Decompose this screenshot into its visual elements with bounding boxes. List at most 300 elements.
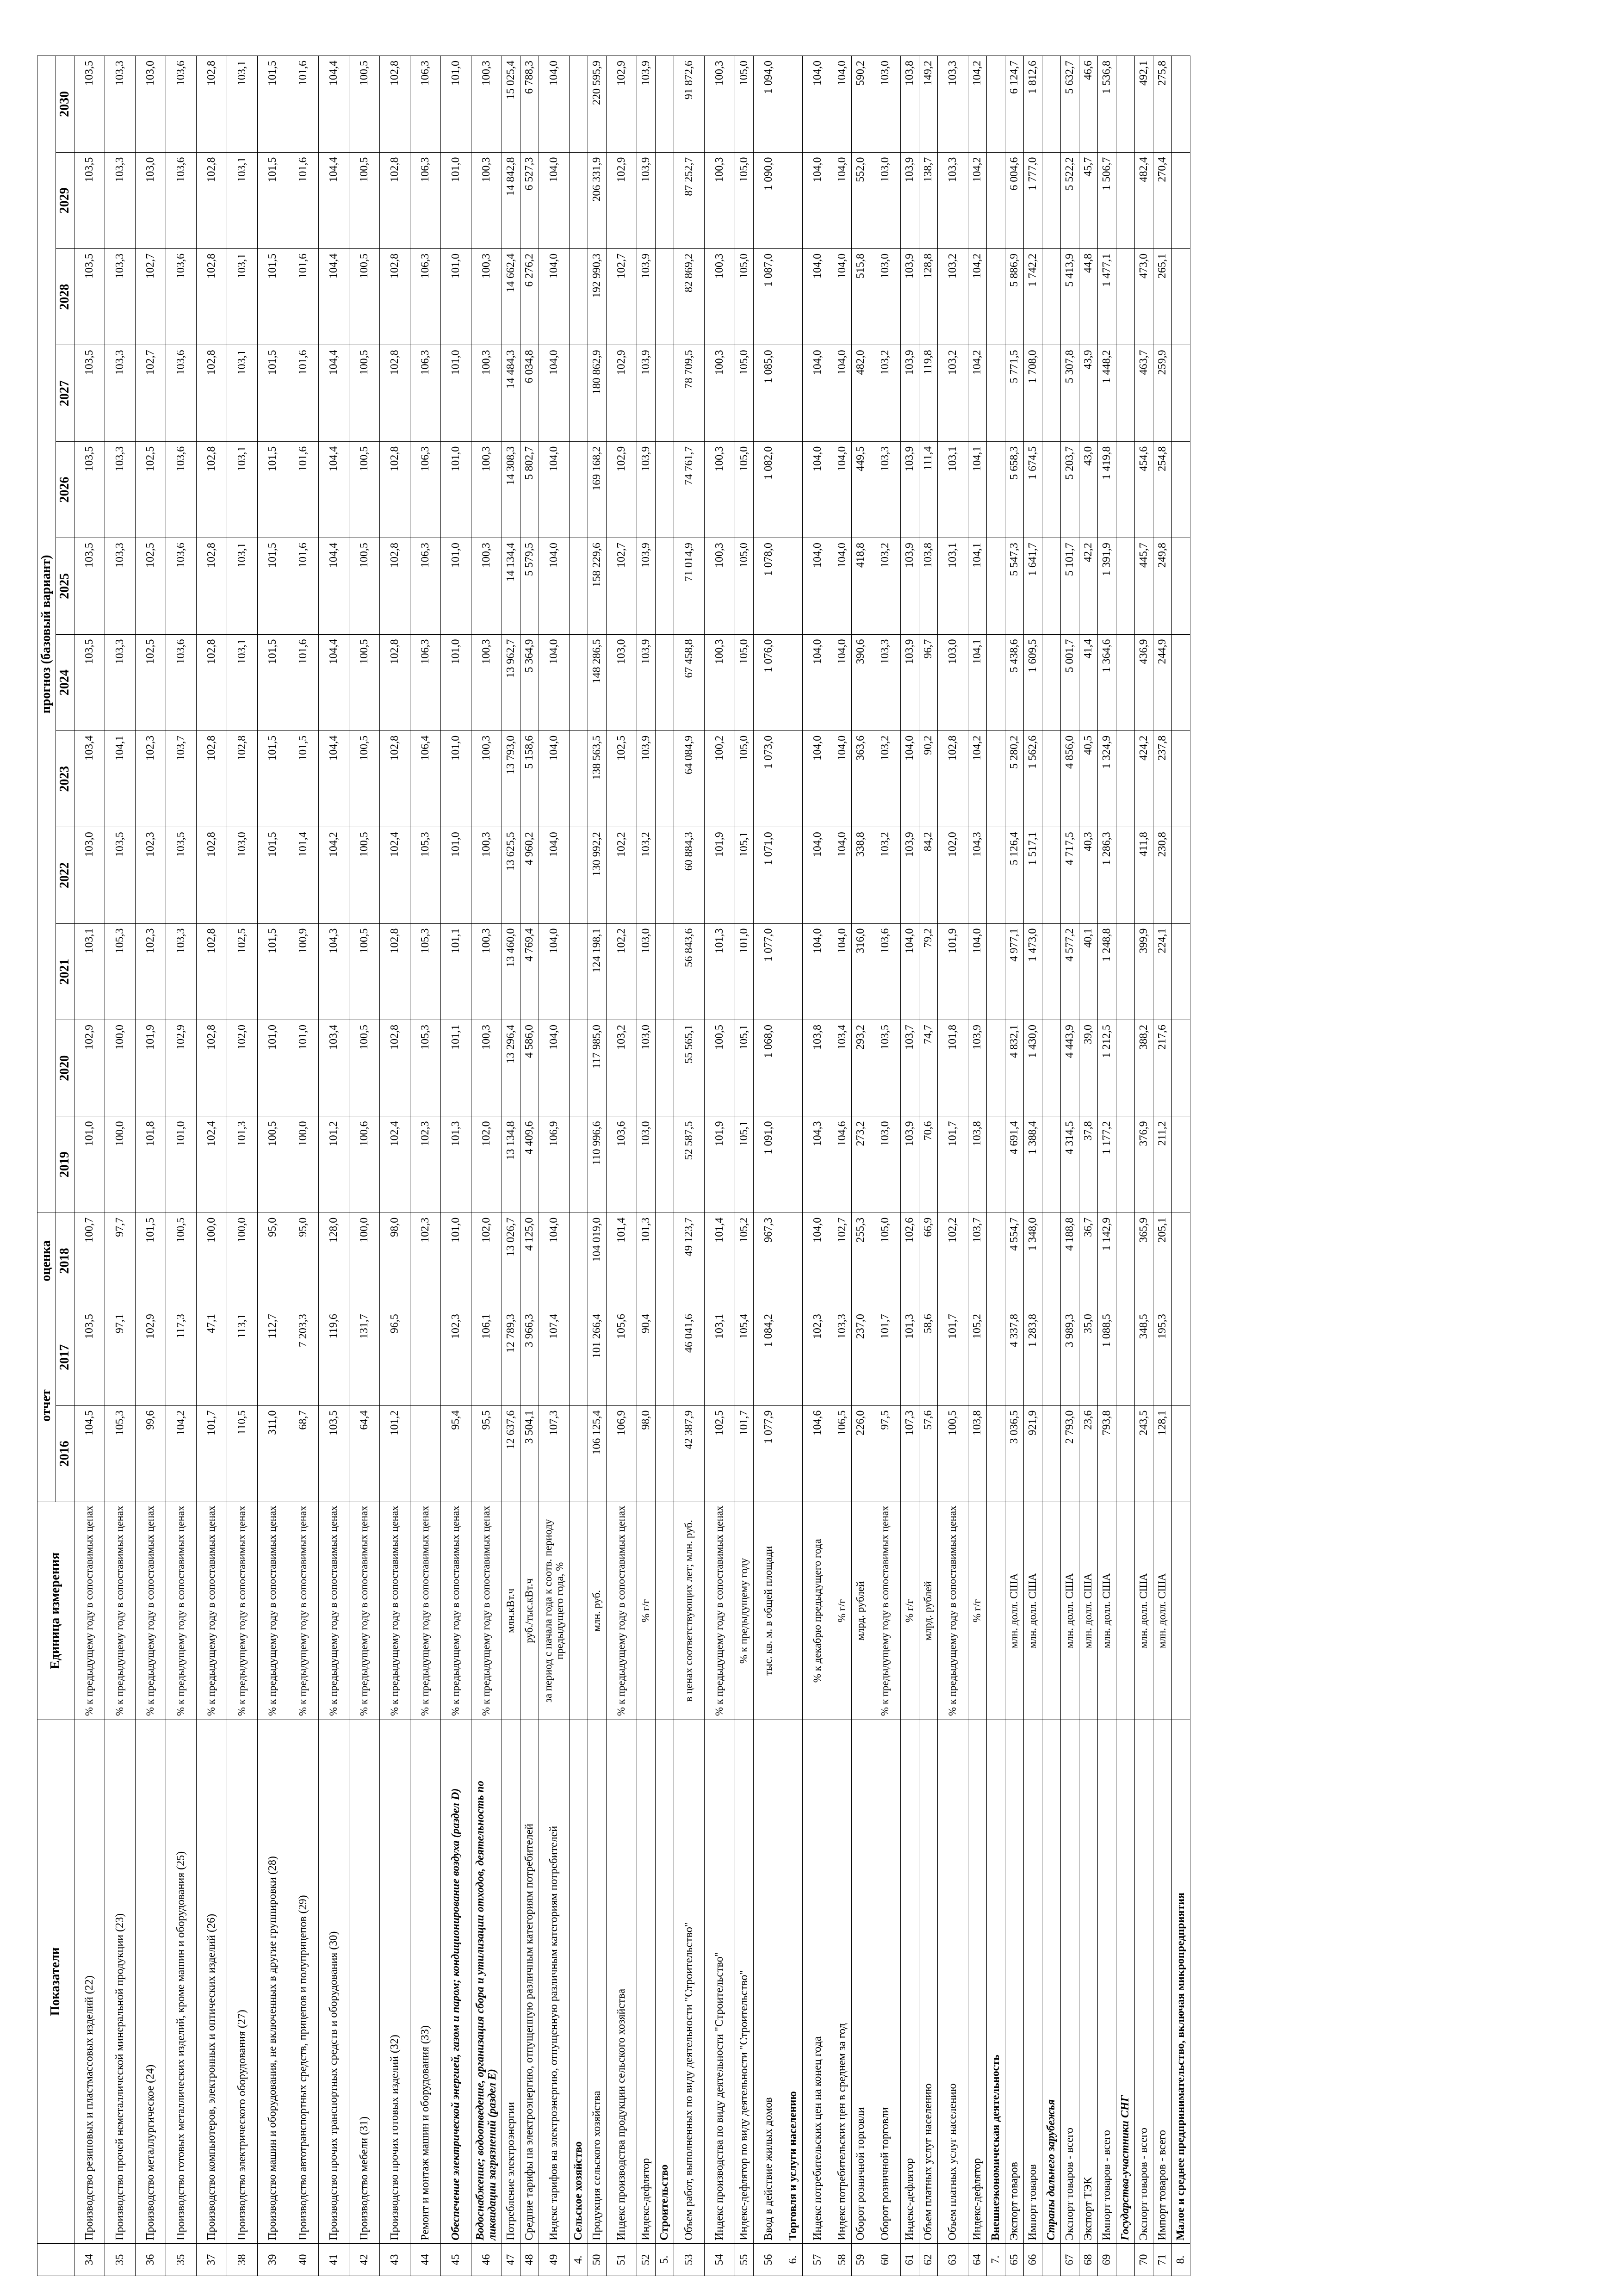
value-cell: 101,0 bbox=[441, 1213, 471, 1309]
value-cell: 4 577,2 bbox=[1061, 923, 1079, 1020]
value-cell bbox=[1042, 827, 1061, 923]
row-number: 53 bbox=[674, 2243, 705, 2276]
value-cell bbox=[987, 56, 1005, 153]
value-cell: 103,9 bbox=[637, 249, 656, 345]
value-cell: 104,2 bbox=[968, 345, 987, 441]
header-estimate: оценка bbox=[37, 1213, 56, 1309]
value-cell: 101,9 bbox=[938, 923, 968, 1020]
value-cell: 1 212,5 bbox=[1098, 1020, 1116, 1116]
value-cell: 255,3 bbox=[852, 1213, 870, 1309]
value-cell: 52 587,5 bbox=[674, 1116, 705, 1213]
value-cell bbox=[987, 1116, 1005, 1213]
value-cell: 1 708,0 bbox=[1024, 345, 1042, 441]
value-cell: 205,1 bbox=[1153, 1213, 1172, 1309]
value-cell: 104,0 bbox=[539, 441, 570, 538]
value-cell: 103,6 bbox=[166, 441, 197, 538]
row-indicator: Производство электрического оборудования (27) bbox=[227, 1720, 258, 2243]
value-cell: 100,3 bbox=[705, 152, 735, 248]
value-cell: 96,7 bbox=[919, 634, 938, 730]
value-cell: 103,9 bbox=[901, 441, 919, 538]
value-cell: 103,0 bbox=[607, 634, 637, 730]
value-cell: 4 314,5 bbox=[1061, 1116, 1079, 1213]
value-cell bbox=[1116, 152, 1135, 248]
row-indicator: Импорт товаров - всего bbox=[1098, 1720, 1116, 2243]
row-indicator: Малое и среднее предпринимательство, включая микропредприятия bbox=[1172, 1720, 1190, 2243]
value-cell: 338,8 bbox=[852, 827, 870, 923]
value-cell bbox=[987, 345, 1005, 441]
value-cell: 103,9 bbox=[968, 1020, 987, 1116]
value-cell: 220 595,9 bbox=[588, 56, 607, 153]
value-cell bbox=[570, 827, 588, 923]
table-row bbox=[1153, 56, 1172, 2276]
row-number: 56 bbox=[754, 2243, 784, 2276]
value-cell: 100,5 bbox=[349, 441, 380, 538]
value-cell: 101,7 bbox=[938, 1116, 968, 1213]
value-cell: 967,3 bbox=[754, 1213, 784, 1309]
row-number: 35 bbox=[166, 2243, 197, 2276]
table-row bbox=[502, 56, 520, 2276]
value-cell: 103,8 bbox=[968, 1405, 987, 1502]
value-cell: 104,0 bbox=[833, 345, 852, 441]
row-number: 58 bbox=[833, 2243, 852, 2276]
value-cell: 103,0 bbox=[637, 1116, 656, 1213]
value-cell: 101,0 bbox=[74, 1116, 105, 1213]
table-row bbox=[136, 56, 166, 2276]
row-unit: млн. долл. США bbox=[1135, 1502, 1153, 1720]
value-cell: 104,3 bbox=[968, 827, 987, 923]
value-cell: 100,0 bbox=[105, 1020, 136, 1116]
row-indicator: Производство прочих транспортных средств и оборудования (30) bbox=[319, 1720, 349, 2243]
value-cell: 102,3 bbox=[410, 1116, 441, 1213]
value-cell: 102,0 bbox=[227, 1020, 258, 1116]
year-header: 2018 bbox=[56, 1213, 74, 1309]
value-cell: 101,5 bbox=[258, 56, 288, 153]
row-number: 55 bbox=[735, 2243, 754, 2276]
value-cell: 128,0 bbox=[319, 1213, 349, 1309]
row-indicator: Средние тарифы на электроэнергию, отпущенную различным категориям потребителей bbox=[520, 1720, 539, 2243]
value-cell: 103,7 bbox=[166, 730, 197, 827]
value-cell: 101,6 bbox=[288, 538, 319, 634]
row-indicator: Оборот розничной торговли bbox=[870, 1720, 901, 2243]
value-cell bbox=[1042, 1405, 1061, 1502]
value-cell: 103,0 bbox=[136, 152, 166, 248]
value-cell: 12 637,6 bbox=[502, 1405, 520, 1502]
value-cell: 103,9 bbox=[901, 827, 919, 923]
value-cell: 101,7 bbox=[870, 1309, 901, 1405]
value-cell: 1 091,0 bbox=[754, 1116, 784, 1213]
value-cell: 1 517,1 bbox=[1024, 827, 1042, 923]
value-cell: 104,4 bbox=[319, 634, 349, 730]
value-cell: 5 101,7 bbox=[1061, 538, 1079, 634]
row-number: 67 bbox=[1061, 2243, 1079, 2276]
row-unit: % к предыдущему году в сопоставимых ценах bbox=[607, 1502, 637, 1720]
value-cell: 106,1 bbox=[471, 1309, 502, 1405]
value-cell bbox=[987, 1405, 1005, 1502]
value-cell: 101,0 bbox=[735, 923, 754, 1020]
value-cell: 103,1 bbox=[227, 441, 258, 538]
value-cell: 102,9 bbox=[607, 152, 637, 248]
value-cell: 101,0 bbox=[288, 1020, 319, 1116]
value-cell: 100,3 bbox=[471, 152, 502, 248]
value-cell: 82 869,2 bbox=[674, 249, 705, 345]
value-cell: 95,0 bbox=[258, 1213, 288, 1309]
value-cell: 103,9 bbox=[637, 538, 656, 634]
value-cell: 103,3 bbox=[938, 152, 968, 248]
value-cell: 100,0 bbox=[288, 1116, 319, 1213]
row-indicator: Продукция сельского хозяйства bbox=[588, 1720, 607, 2243]
value-cell: 104,0 bbox=[803, 249, 833, 345]
value-cell: 102,8 bbox=[380, 345, 410, 441]
value-cell: 101,3 bbox=[227, 1116, 258, 1213]
value-cell bbox=[570, 345, 588, 441]
value-cell: 106,9 bbox=[607, 1405, 637, 1502]
value-cell: 100,9 bbox=[288, 923, 319, 1020]
value-cell: 103,7 bbox=[901, 1020, 919, 1116]
value-cell: 100,5 bbox=[705, 1020, 735, 1116]
value-cell: 107,4 bbox=[539, 1309, 570, 1405]
value-cell: 1 082,0 bbox=[754, 441, 784, 538]
value-cell: 101,5 bbox=[258, 152, 288, 248]
value-cell: 4 443,9 bbox=[1061, 1020, 1079, 1116]
value-cell: 104,2 bbox=[968, 56, 987, 153]
value-cell: 1 084,2 bbox=[754, 1309, 784, 1405]
value-cell: 101,5 bbox=[288, 730, 319, 827]
value-cell bbox=[1042, 1309, 1061, 1405]
value-cell: 1 177,2 bbox=[1098, 1116, 1116, 1213]
value-cell: 104,0 bbox=[539, 538, 570, 634]
row-indicator: Объем платных услуг населению bbox=[938, 1720, 968, 2243]
value-cell: 103,5 bbox=[870, 1020, 901, 1116]
value-cell: 100,5 bbox=[258, 1116, 288, 1213]
value-cell: 103,1 bbox=[227, 249, 258, 345]
value-cell bbox=[987, 249, 1005, 345]
value-cell bbox=[656, 56, 674, 153]
value-cell bbox=[1116, 1309, 1135, 1405]
value-cell: 192 990,3 bbox=[588, 249, 607, 345]
value-cell: 68,7 bbox=[288, 1405, 319, 1502]
row-indicator: Обеспечение электрической энергией, газом и паром; кондиционирование воздуха (раздел D) bbox=[441, 1720, 471, 2243]
row-unit: % к предыдущему году в сопоставимых ценах bbox=[705, 1502, 735, 1720]
value-cell bbox=[1172, 441, 1190, 538]
value-cell: 100,3 bbox=[705, 634, 735, 730]
row-number: 60 bbox=[870, 2243, 901, 2276]
value-cell: 102,5 bbox=[136, 441, 166, 538]
value-cell: 103,1 bbox=[227, 345, 258, 441]
value-cell: 105,0 bbox=[735, 56, 754, 153]
value-cell: 1 283,8 bbox=[1024, 1309, 1042, 1405]
value-cell: 104,0 bbox=[539, 730, 570, 827]
value-cell bbox=[987, 634, 1005, 730]
value-cell: 102,8 bbox=[380, 634, 410, 730]
value-cell: 4 977,1 bbox=[1005, 923, 1024, 1020]
value-cell: 482,0 bbox=[852, 345, 870, 441]
row-unit: в ценах соответствующих лет; млн. руб. bbox=[674, 1502, 705, 1720]
value-cell: 49 123,7 bbox=[674, 1213, 705, 1309]
value-cell: 101,8 bbox=[938, 1020, 968, 1116]
value-cell: 105,0 bbox=[735, 152, 754, 248]
value-cell: 74,7 bbox=[919, 1020, 938, 1116]
value-cell: 58,6 bbox=[919, 1309, 938, 1405]
value-cell: 104,0 bbox=[833, 441, 852, 538]
year-header: 2020 bbox=[56, 1020, 74, 1116]
row-indicator: Импорт товаров - всего bbox=[1153, 1720, 1172, 2243]
value-cell: 40,1 bbox=[1079, 923, 1098, 1020]
value-cell: 388,2 bbox=[1135, 1020, 1153, 1116]
row-number: 5. bbox=[656, 2243, 674, 2276]
value-cell bbox=[987, 827, 1005, 923]
value-cell bbox=[1116, 345, 1135, 441]
value-cell: 1 071,0 bbox=[754, 827, 784, 923]
value-cell: 273,2 bbox=[852, 1116, 870, 1213]
value-cell: 102,8 bbox=[197, 634, 227, 730]
value-cell: 104,0 bbox=[833, 730, 852, 827]
value-cell: 226,0 bbox=[852, 1405, 870, 1502]
value-cell: 14 484,3 bbox=[502, 345, 520, 441]
value-cell: 55 565,1 bbox=[674, 1020, 705, 1116]
table-row bbox=[735, 56, 754, 2276]
value-cell: 102,7 bbox=[136, 345, 166, 441]
value-cell: 105,0 bbox=[735, 634, 754, 730]
value-cell bbox=[784, 1309, 803, 1405]
value-cell: 445,7 bbox=[1135, 538, 1153, 634]
value-cell bbox=[656, 1213, 674, 1309]
value-cell: 2 793,0 bbox=[1061, 1405, 1079, 1502]
value-cell: 1 448,2 bbox=[1098, 345, 1116, 441]
value-cell: 100,3 bbox=[471, 441, 502, 538]
value-cell: 101,6 bbox=[288, 56, 319, 153]
value-cell: 436,9 bbox=[1135, 634, 1153, 730]
value-cell: 104,4 bbox=[319, 441, 349, 538]
table-row bbox=[520, 56, 539, 2276]
value-cell: 102,8 bbox=[380, 730, 410, 827]
value-cell: 102,5 bbox=[136, 634, 166, 730]
value-cell: 101,7 bbox=[197, 1405, 227, 1502]
value-cell: 102,7 bbox=[833, 1213, 852, 1309]
value-cell: 4 960,2 bbox=[520, 827, 539, 923]
value-cell: 100,5 bbox=[349, 730, 380, 827]
value-cell: 1 391,9 bbox=[1098, 538, 1116, 634]
row-indicator: Внешнеэкономическая деятельность bbox=[987, 1720, 1005, 2243]
value-cell: 482,4 bbox=[1135, 152, 1153, 248]
value-cell bbox=[656, 441, 674, 538]
row-number: 44 bbox=[410, 2243, 441, 2276]
value-cell: 100,3 bbox=[471, 538, 502, 634]
value-cell: 100,5 bbox=[166, 1213, 197, 1309]
value-cell: 6 034,8 bbox=[520, 345, 539, 441]
value-cell: 243,5 bbox=[1135, 1405, 1153, 1502]
value-cell: 128,1 bbox=[1153, 1405, 1172, 1502]
value-cell: 101,0 bbox=[441, 827, 471, 923]
table-row bbox=[570, 56, 588, 2276]
value-cell: 230,8 bbox=[1153, 827, 1172, 923]
value-cell: 100,3 bbox=[471, 56, 502, 153]
row-number: 70 bbox=[1135, 2243, 1153, 2276]
value-cell: 100,3 bbox=[705, 249, 735, 345]
value-cell: 1 087,0 bbox=[754, 249, 784, 345]
value-cell: 101,0 bbox=[441, 56, 471, 153]
row-unit: % к предыдущему году в сопоставимых ценах bbox=[258, 1502, 288, 1720]
table-row bbox=[938, 56, 968, 2276]
value-cell bbox=[1172, 634, 1190, 730]
value-cell: 101,9 bbox=[705, 827, 735, 923]
value-cell bbox=[1116, 1213, 1135, 1309]
table-row bbox=[833, 56, 852, 2276]
value-cell: 103,6 bbox=[166, 634, 197, 730]
table-row bbox=[637, 56, 656, 2276]
row-number: 4. bbox=[570, 2243, 588, 2276]
table-row bbox=[1061, 56, 1079, 2276]
value-cell: 97,1 bbox=[105, 1309, 136, 1405]
value-cell: 4 717,5 bbox=[1061, 827, 1079, 923]
value-cell: 103,6 bbox=[166, 249, 197, 345]
value-cell: 101,5 bbox=[258, 923, 288, 1020]
value-cell: 105,3 bbox=[105, 1405, 136, 1502]
value-cell: 102,0 bbox=[471, 1116, 502, 1213]
year-header: 2027 bbox=[56, 345, 74, 441]
value-cell: 105,1 bbox=[735, 1020, 754, 1116]
row-indicator: Индекс тарифов на электроэнергию, отпущенную различным категориям потребителей bbox=[539, 1720, 570, 2243]
value-cell: 104,0 bbox=[539, 249, 570, 345]
value-cell: 111,4 bbox=[919, 441, 938, 538]
value-cell: 100,3 bbox=[705, 441, 735, 538]
value-cell: 102,9 bbox=[136, 1309, 166, 1405]
value-cell: 67 458,8 bbox=[674, 634, 705, 730]
value-cell: 39,0 bbox=[1079, 1020, 1098, 1116]
value-cell: 103,6 bbox=[166, 538, 197, 634]
value-cell: 102,8 bbox=[938, 730, 968, 827]
value-cell: 138,7 bbox=[919, 152, 938, 248]
value-cell bbox=[784, 441, 803, 538]
value-cell: 365,9 bbox=[1135, 1213, 1153, 1309]
value-cell: 104,4 bbox=[319, 152, 349, 248]
value-cell: 5 126,4 bbox=[1005, 827, 1024, 923]
value-cell: 376,9 bbox=[1135, 1116, 1153, 1213]
value-cell: 5 771,5 bbox=[1005, 345, 1024, 441]
value-cell: 100,5 bbox=[349, 538, 380, 634]
value-cell: 104,1 bbox=[105, 730, 136, 827]
value-cell: 237,8 bbox=[1153, 730, 1172, 827]
row-indicator: Индекс-дефлятор bbox=[901, 1720, 919, 2243]
value-cell: 5 886,9 bbox=[1005, 249, 1024, 345]
value-cell: 103,4 bbox=[833, 1020, 852, 1116]
row-number: 48 bbox=[520, 2243, 539, 2276]
value-cell: 103,0 bbox=[870, 56, 901, 153]
value-cell: 1 077,0 bbox=[754, 923, 784, 1020]
value-cell bbox=[410, 1405, 441, 1502]
value-cell bbox=[570, 1309, 588, 1405]
table-row bbox=[105, 56, 136, 2276]
value-cell: 113,1 bbox=[227, 1309, 258, 1405]
value-cell bbox=[1042, 1116, 1061, 1213]
value-cell: 103,5 bbox=[74, 345, 105, 441]
value-cell bbox=[1172, 1213, 1190, 1309]
row-indicator: Страны дальнего зарубежья bbox=[1042, 1720, 1061, 2243]
row-indicator: Строительство bbox=[656, 1720, 674, 2243]
value-cell: 103,6 bbox=[166, 56, 197, 153]
value-cell: 102,8 bbox=[380, 249, 410, 345]
row-number: 8. bbox=[1172, 2243, 1190, 2276]
row-unit: % г/г bbox=[968, 1502, 987, 1720]
value-cell bbox=[1172, 152, 1190, 248]
year-header: 2024 bbox=[56, 634, 74, 730]
row-unit: % к предыдущему году в сопоставимых ценах bbox=[166, 1502, 197, 1720]
value-cell: 101,0 bbox=[441, 634, 471, 730]
value-cell: 4 337,8 bbox=[1005, 1309, 1024, 1405]
value-cell: 104,4 bbox=[319, 538, 349, 634]
value-cell: 45,7 bbox=[1079, 152, 1098, 248]
row-unit: млн. долл. США bbox=[1153, 1502, 1172, 1720]
value-cell: 104,0 bbox=[833, 152, 852, 248]
value-cell bbox=[1172, 538, 1190, 634]
value-cell: 131,7 bbox=[349, 1309, 380, 1405]
row-number: 43 bbox=[380, 2243, 410, 2276]
value-cell: 103,1 bbox=[227, 56, 258, 153]
value-cell: 104,4 bbox=[319, 345, 349, 441]
value-cell: 1 609,5 bbox=[1024, 634, 1042, 730]
value-cell: 101,5 bbox=[258, 249, 288, 345]
row-unit: % к предыдущему году в сопоставимых ценах bbox=[105, 1502, 136, 1720]
value-cell: 418,8 bbox=[852, 538, 870, 634]
value-cell: 104,2 bbox=[968, 152, 987, 248]
value-cell: 515,8 bbox=[852, 249, 870, 345]
value-cell bbox=[784, 1213, 803, 1309]
value-cell: 103,5 bbox=[166, 827, 197, 923]
value-cell: 104,0 bbox=[803, 1213, 833, 1309]
row-unit: % к предыдущему году bbox=[735, 1502, 754, 1720]
value-cell: 105,2 bbox=[968, 1309, 987, 1405]
table-row bbox=[784, 56, 803, 2276]
value-cell: 103,9 bbox=[637, 152, 656, 248]
value-cell: 100,0 bbox=[105, 1116, 136, 1213]
row-number: 66 bbox=[1024, 2243, 1042, 2276]
value-cell: 95,0 bbox=[288, 1213, 319, 1309]
value-cell: 101,8 bbox=[136, 1116, 166, 1213]
value-cell: 70,6 bbox=[919, 1116, 938, 1213]
row-indicator: Индекс производства по виду деятельности "Строительство" bbox=[705, 1720, 735, 2243]
value-cell bbox=[1172, 249, 1190, 345]
value-cell: 103,1 bbox=[74, 923, 105, 1020]
value-cell: 23,6 bbox=[1079, 1405, 1098, 1502]
value-cell: 103,0 bbox=[938, 634, 968, 730]
value-cell bbox=[1116, 634, 1135, 730]
value-cell: 100,3 bbox=[471, 249, 502, 345]
value-cell: 102,3 bbox=[441, 1309, 471, 1405]
value-cell: 102,8 bbox=[380, 1020, 410, 1116]
row-number: 65 bbox=[1005, 2243, 1024, 2276]
header-forecast: прогноз (базовый вариант) bbox=[37, 56, 56, 1213]
value-cell bbox=[1172, 1405, 1190, 1502]
table-row bbox=[1005, 56, 1024, 2276]
value-cell: 57,6 bbox=[919, 1405, 938, 1502]
row-unit: млн. долл. США bbox=[1098, 1502, 1116, 1720]
value-cell bbox=[1042, 56, 1061, 153]
value-cell: 36,7 bbox=[1079, 1213, 1098, 1309]
value-cell: 102,8 bbox=[197, 345, 227, 441]
value-cell: 103,8 bbox=[919, 538, 938, 634]
value-cell: 103,3 bbox=[105, 152, 136, 248]
value-cell: 103,2 bbox=[607, 1020, 637, 1116]
row-number bbox=[1042, 2243, 1061, 2276]
value-cell: 100,5 bbox=[349, 152, 380, 248]
value-cell: 101,1 bbox=[441, 1020, 471, 1116]
value-cell: 102,8 bbox=[380, 538, 410, 634]
row-indicator: Ввод в действие жилых домов bbox=[754, 1720, 784, 2243]
value-cell: 112,7 bbox=[258, 1309, 288, 1405]
value-cell: 103,8 bbox=[901, 56, 919, 153]
value-cell bbox=[656, 1309, 674, 1405]
row-indicator: Индекс-дефлятор по виду деятельности "Строительство" bbox=[735, 1720, 754, 2243]
value-cell: 103,3 bbox=[870, 634, 901, 730]
